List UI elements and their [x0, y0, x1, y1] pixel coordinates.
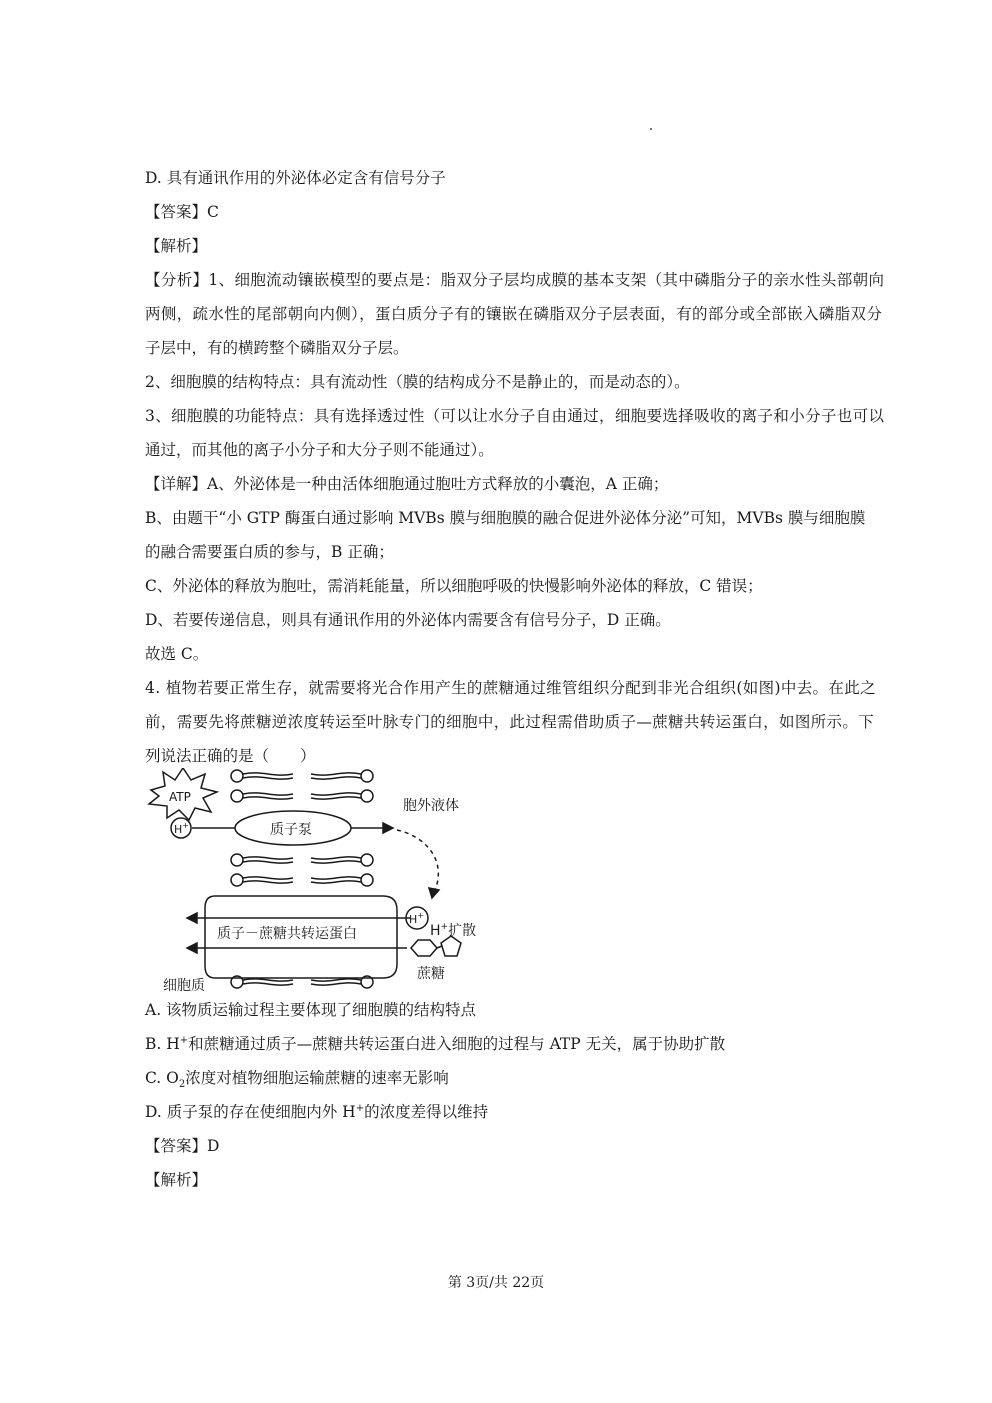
extracellular-label: 胞外液体: [403, 798, 459, 814]
proton-pump-label: 质子泵: [270, 822, 312, 838]
h-diffusion-label: H+扩散: [430, 922, 477, 939]
answer-value-2: D: [207, 1137, 220, 1155]
detail-a-text: A、外泌体是一种由活体细胞通过胞吐方式释放的小囊泡，A 正确；: [207, 475, 669, 493]
analysis-label: 【分析】: [145, 271, 209, 289]
analysis-p1-cont: 两侧，疏水性的尾部朝向内侧），蛋白质分子有的镶嵌在磷脂双分子层表面，有的部分或全部嵌入磷脂双分: [145, 305, 883, 323]
glucose-hexagon: [411, 940, 437, 956]
option-b: B. H+和蔗糖通过质子—蔗糖共转运蛋白进入细胞的过程与 ATP 无关，属于协助扩散: [145, 1034, 726, 1053]
answer-label-2: 【答案】: [145, 1137, 208, 1155]
sucrose-label: 蔗糖: [417, 966, 445, 982]
cotransport-diagram: [145, 768, 495, 993]
option-d-prev: D. 具有通讯作用的外泌体必定含有信号分子: [145, 169, 446, 187]
option-a: A. 该物质运输过程主要体现了细胞膜的结构特点: [145, 1001, 477, 1019]
question-4-cont: 前，需要先将蔗糖逆浓度转运至叶脉专门的细胞中，此过程需借助质子—蔗糖共转运蛋白，如图所示。下: [145, 713, 875, 731]
answer-line: [145, 202, 219, 222]
h-ion-right-label: H+: [409, 911, 424, 926]
detail-b-end: 的融合需要蛋白质的参与，B 正确；: [145, 543, 394, 561]
proton-arrowhead: [383, 823, 393, 833]
option-c: C. $O_2$浓度对植物细胞运输蔗糖的速率无影响: [145, 1069, 449, 1091]
fructose-pentagon: [441, 936, 461, 956]
page-speck: [650, 128, 652, 130]
analysis-p1-end: 子层中，有的横跨整个磷脂双分子层。: [145, 339, 409, 357]
analysis-heading: 【解析】: [145, 237, 208, 255]
cytoplasm-label: 细胞质: [163, 978, 205, 993]
choice-c: 故选 C。: [145, 645, 209, 663]
sucrose-inflow-arrowhead: [187, 943, 197, 953]
top-bilayer: [231, 770, 373, 802]
analysis-p3-end: 通过，而其他的离子小分子和大分子则不能通过）。: [145, 441, 494, 459]
answer-label: 【答案】: [145, 203, 208, 221]
atp-label: ATP: [169, 790, 191, 804]
cotransporter-label: 质子－蔗糖共转运蛋白: [217, 926, 357, 942]
diffusion-arrowhead: [429, 888, 439, 898]
question-4-end: 列说法正确的是（ ）: [145, 747, 316, 765]
detail-a: [145, 474, 668, 494]
detail-b: B、由题干“小 GTP 酶蛋白通过影响 MVBs 膜与细胞膜的融合促进外泌体分泌”可知，MVBs 膜与细胞膜: [145, 509, 866, 527]
answer-value: C: [207, 203, 219, 221]
analysis-p3: 3、细胞膜的功能特点：具有选择透过性（可以让水分子自由通过，细胞要选择吸收的离子和小分子也可以: [145, 407, 885, 425]
question-4: 4. 植物若要正常生存，就需要将光合作用产生的蔗糖通过维管组织分配到非光合组织(如图)中去。在此之: [145, 679, 876, 697]
middle-bilayer: [231, 854, 373, 886]
detail-label: 【详解】: [145, 475, 208, 493]
page-footer: 第 3页/共 22页: [447, 1275, 545, 1291]
diffusion-path: [397, 830, 438, 890]
analysis-p1-text: 1、细胞流动镶嵌模型的要点是：脂双分子层均成膜的基本支架（其中磷脂分子的亲水性头部朝向: [208, 271, 885, 289]
detail-d: D、若要传递信息，则具有通讯作用的外泌体内需要含有信号分子，D 正确。: [145, 611, 671, 629]
h-ion-left-label: H+: [174, 821, 189, 836]
h-inflow-arrowhead: [187, 913, 197, 923]
answer-line-2: [145, 1136, 219, 1156]
option-d: D. 质子泵的存在使细胞内外 H+的浓度差得以维持: [145, 1102, 489, 1121]
analysis-p2: 2、细胞膜的结构特点：具有流动性（膜的结构成分不是静止的，而是动态的）。: [145, 373, 690, 391]
analysis-heading-2: 【解析】: [145, 1171, 208, 1189]
analysis-p1: [145, 270, 884, 290]
detail-c: C、外泌体的释放为胞吐，需消耗能量，所以细胞呼吸的快慢影响外泌体的释放，C 错误；: [145, 577, 763, 595]
